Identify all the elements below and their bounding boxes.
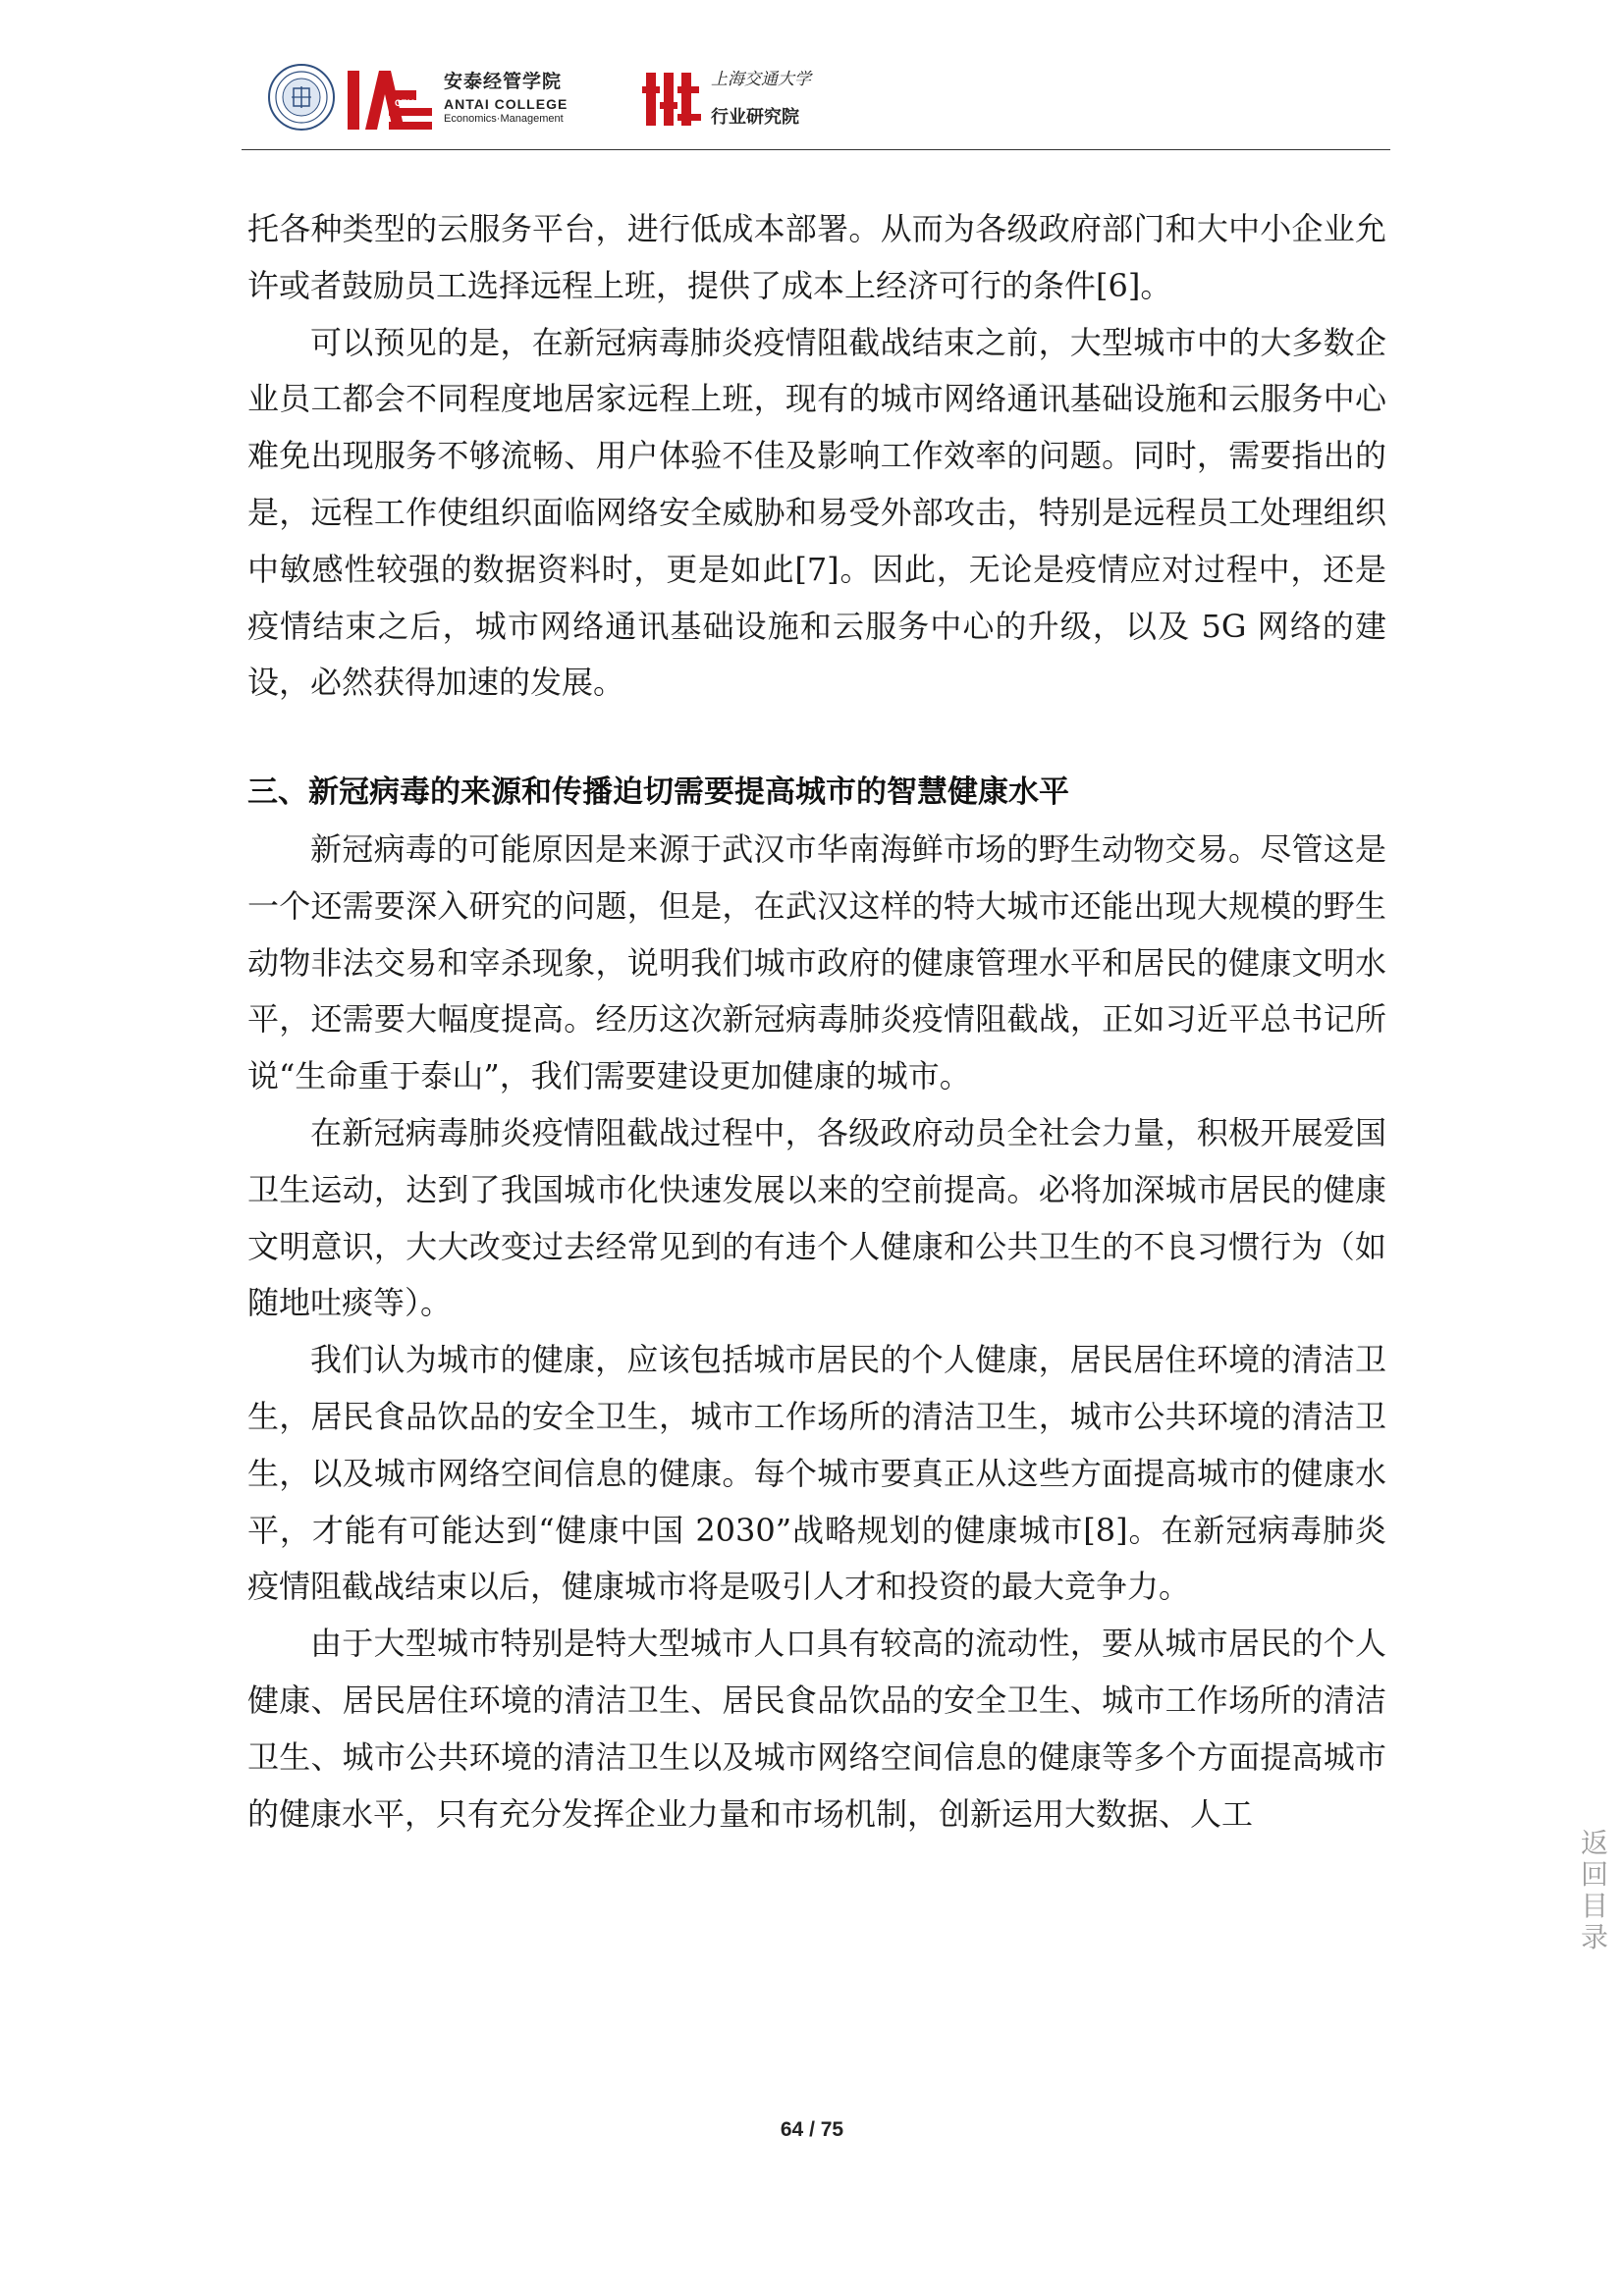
antai-chinese-name: 安泰经管学院 [444, 71, 563, 92]
paragraph: 在新冠病毒肺炎疫情阻截战过程中，各级政府动员全社会力量，积极开展爱国卫生运动，达到了我国城市化快速发展以来的空前提高。必将加深城市居民的健康文明意识，大大改变过去经常见到的有违个人健康和公共卫生的不良习惯行为（如随地吐痰等）。 [247, 1113, 1386, 1322]
document-body [247, 201, 1386, 1842]
return-to-toc-link[interactable] [1577, 1828, 1612, 1953]
acem-logo [346, 65, 434, 133]
paragraph: 可以预见的是，在新冠病毒肺炎疫情阻截战结束之前，大型城市中的大多数企业员工都会不同程度地居家远程上班，现有的城市网络通讯基础设施和云服务中心难免出现服务不够流畅、用户体验不佳及影响工作效率的问题。同时，需要指出的是，远程工作使组织面临网络安全威胁和易受外部攻击，特别是远程员工处理组织中敏感性较强的数据资料时，更是如此[7]。因此，无论是疫情应对过程中，还是疫情结束之后，城市网络通讯基础设施和云服务中心的升级，以及 5G 网络的建设，必然获得加速的发展。 [247, 323, 1386, 702]
antai-college-wordmark [444, 67, 630, 137]
return-link-char: 返 [1580, 1827, 1608, 1859]
page-header [242, 59, 1390, 152]
sjtu-calligraphy-name: 上海交通大学 [711, 70, 811, 89]
sii-logo [642, 65, 703, 133]
industry-institute-name: 行业研究院 [711, 107, 799, 128]
return-link-char: 回 [1580, 1858, 1608, 1891]
antai-english-name: ANTAI COLLEGE [444, 96, 568, 112]
svg-text:CEM: CEM [395, 98, 414, 108]
return-link-char: 录 [1580, 1921, 1608, 1953]
section-heading: 三、新冠病毒的来源和传播迫切需要提高城市的智慧健康水平 [247, 774, 1069, 811]
paragraph: 由于大型城市特别是特大型城市人口具有较高的流动性，要从城市居民的个人健康、居民居住环境的清洁卫生、居民食品饮品的安全卫生、城市工作场所的清洁卫生、城市公共环境的清洁卫生以及城市网络空间信息的健康等多个方面提高城市的健康水平，只有充分发挥企业力量和市场机制，创新运用大数据、人工 [247, 1625, 1386, 1833]
paragraph: 托各种类型的云服务平台，进行低成本部署。从而为各级政府部门和大中小企业允许或者鼓励员工选择远程上班，提供了成本上经济可行的条件[6]。 [247, 210, 1386, 304]
sjtu-seal-logo [267, 63, 336, 132]
return-link-char: 目 [1580, 1890, 1608, 1922]
paragraph: 新冠病毒的可能原因是来源于武汉市华南海鲜市场的野生动物交易。尽管这是一个还需要深入研究的问题，但是，在武汉这样的特大城市还能出现大规模的野生动物非法交易和宰杀现象，说明我们城市政府的健康管理水平和居民的健康文明水平，还需要大幅度提高。经历这次新冠病毒肺炎疫情阻截战，正如习近平总书记所说“生命重于泰山”，我们需要建设更加健康的城市。 [247, 829, 1386, 1095]
header-divider [242, 149, 1390, 150]
sii-wordmark [711, 65, 848, 135]
antai-english-subtitle: Economics·Management [444, 113, 564, 125]
page-number: 64 / 75 [780, 2118, 844, 2141]
paragraph: 我们认为城市的健康，应该包括城市居民的个人健康，居民居住环境的清洁卫生，居民食品饮品的安全卫生，城市工作场所的清洁卫生，城市公共环境的清洁卫生，以及城市网络空间信息的健康。每个城市要真正从这些方面提高城市的健康水平，才能有可能达到“健康中国 2030”战略规划的健康城市[8]。在新冠病毒肺炎疫情阻截战结束以后，健康城市将是吸引人才和投资的最大竞争力。 [247, 1341, 1386, 1606]
